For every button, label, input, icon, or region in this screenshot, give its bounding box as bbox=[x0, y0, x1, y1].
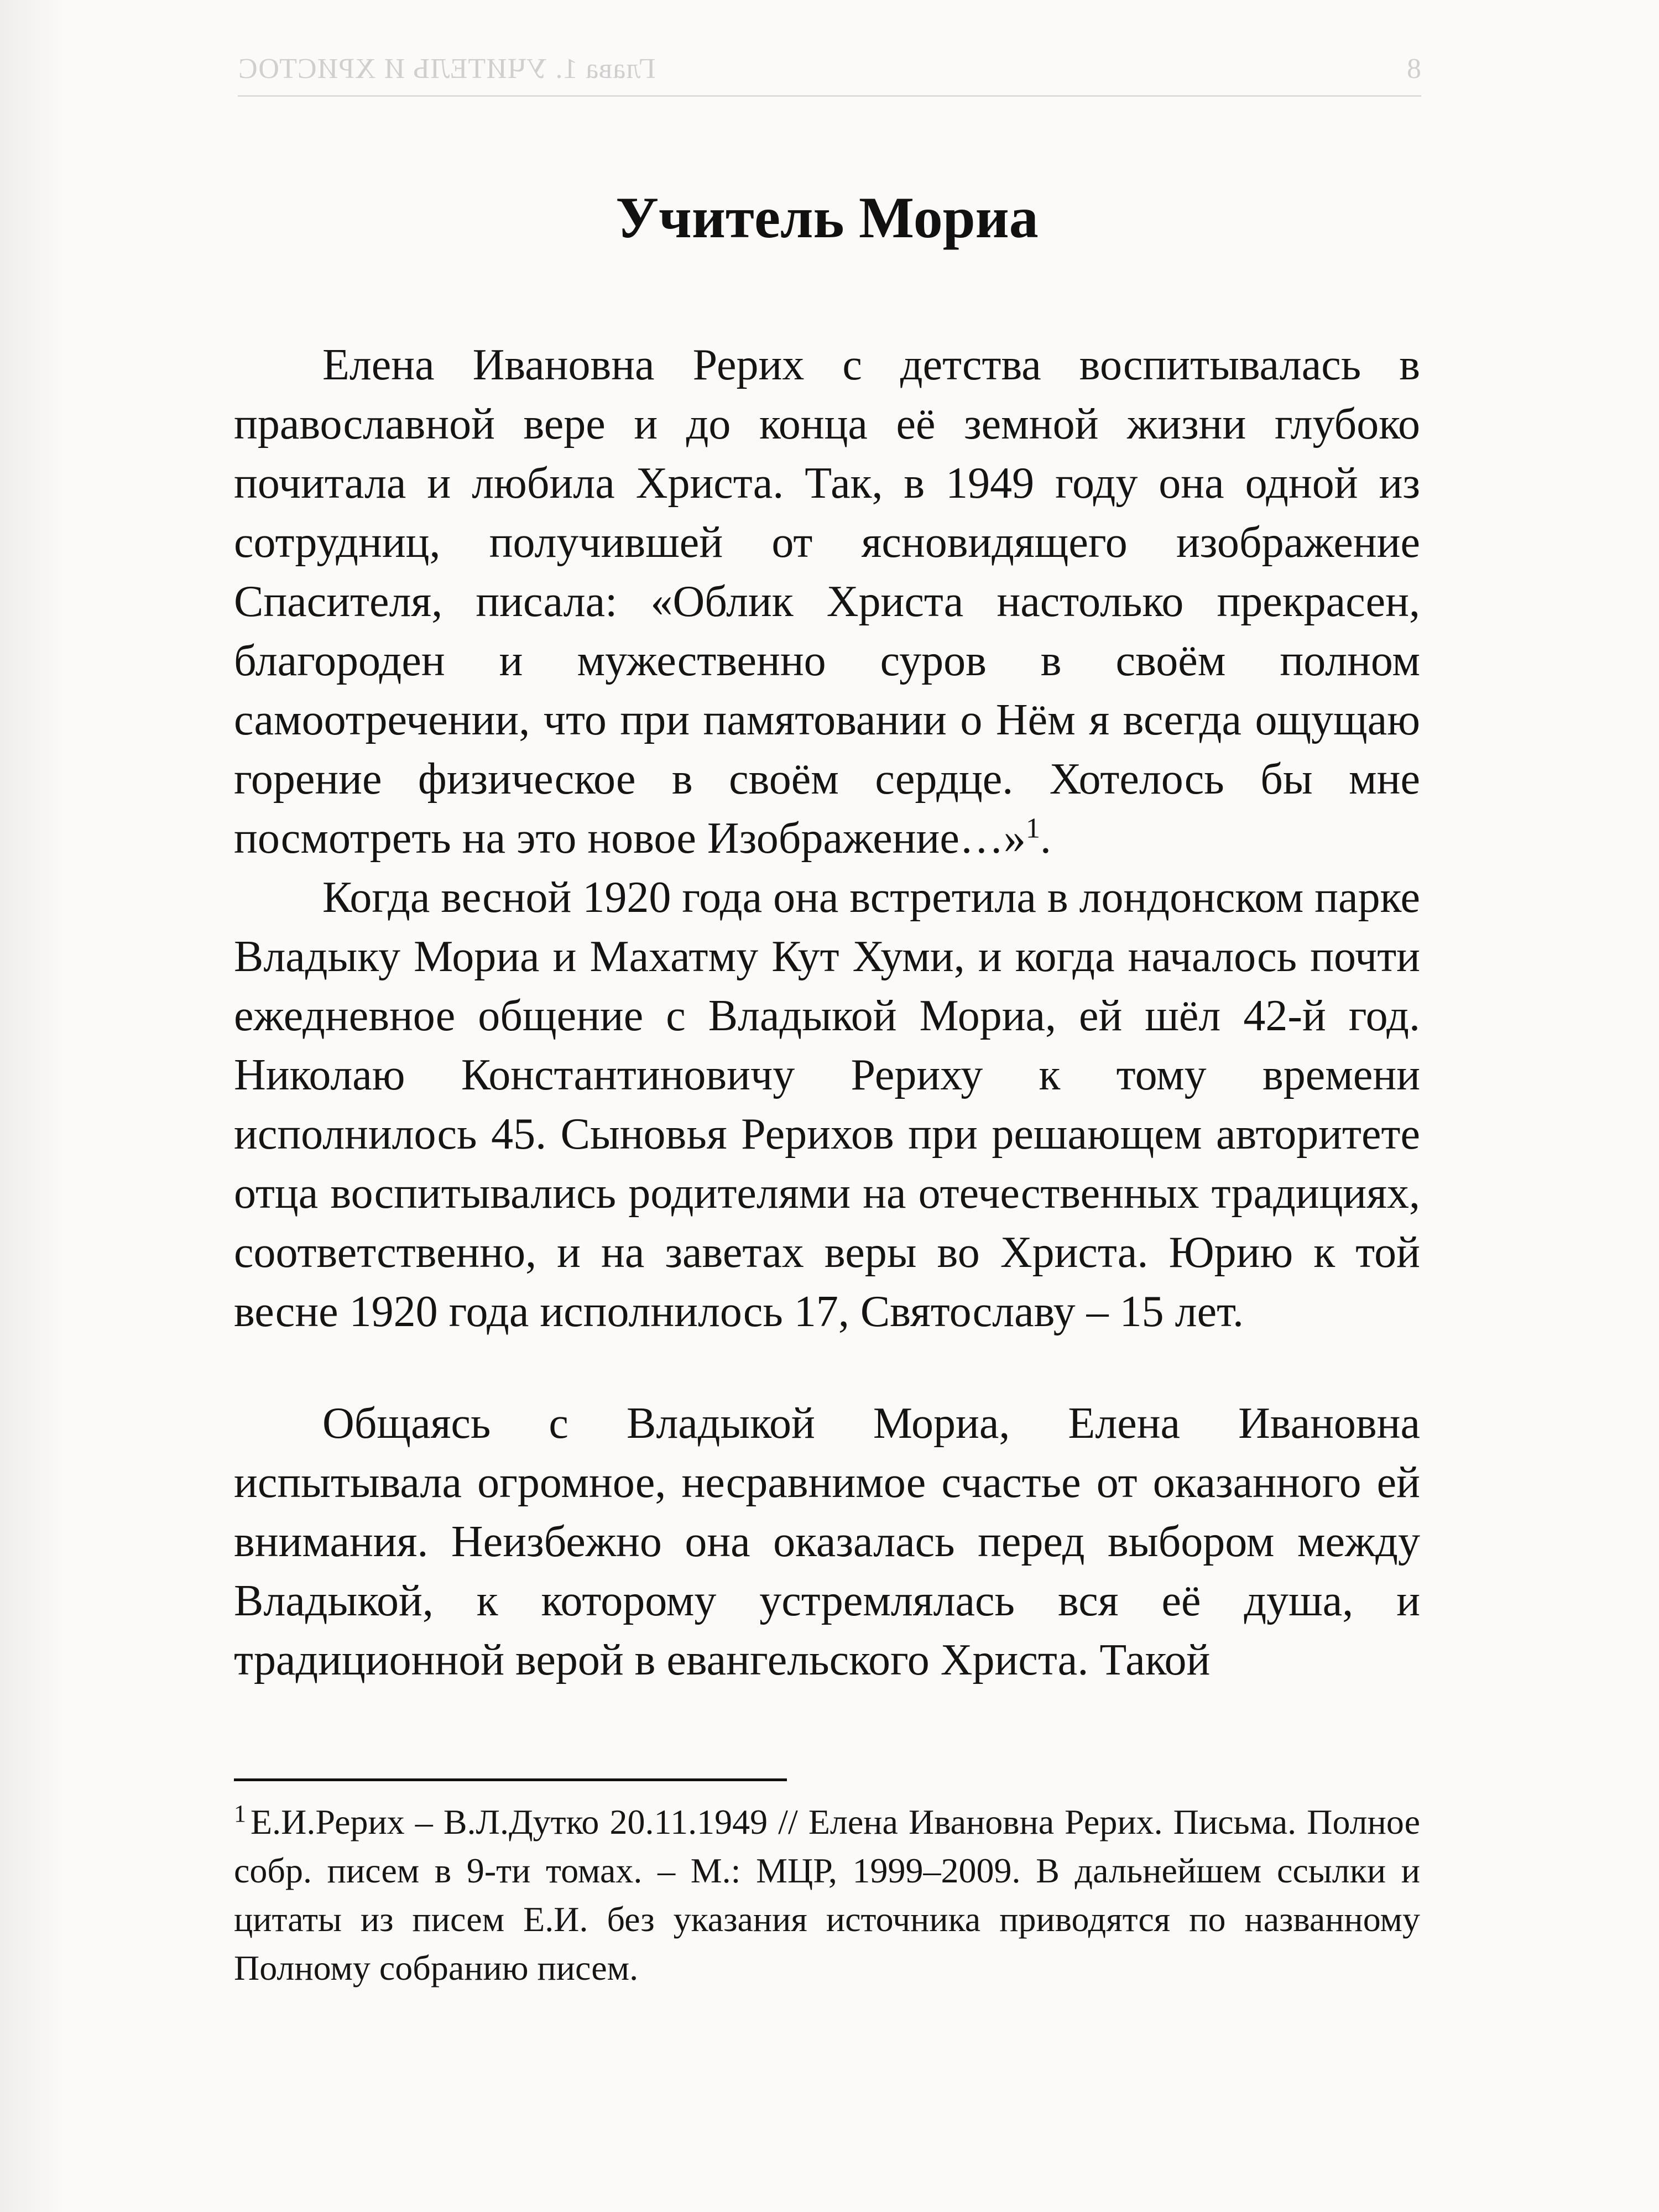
chapter-title: Учитель Мориа bbox=[615, 185, 1039, 250]
paragraph-3: Общаясь с Владыкой Мориа, Елена Ивановна испытывала огромное, несравнимое счастье от оказанного ей внимания. Неизбежно она оказалась перед выбором между Владыкой, к которому устремлялась вся её душа, и традиционной верой в евангельского Христа. Такой bbox=[234, 1399, 1420, 1685]
footnote-ref-1[interactable]: 1 bbox=[1025, 812, 1040, 844]
running-header-bleedthrough bbox=[238, 53, 1421, 97]
paragraph-2: Когда весной 1920 года она встретила в лондонском парке Владыку Мориа и Махатму Кут Хуми, и когда началось почти ежедневное общение с Владыкой Мориа, ей шёл 42-й год. Николаю Константиновичу Рериху к тому времени исполнилось 45. Сыновья Рерихов при решающем авторитете отца воспитывались родителями на отечественных традициях, соответственно, и на заветах веры во Христа. Юрию к той весне 1920 года исполнилось 17, Святославу – 15 лет. bbox=[234, 873, 1420, 1337]
page-number: 8 bbox=[1407, 53, 1421, 85]
paragraph-1-text: Елена Ивановна Рерих с детства воспитывалась в православной вере и до конца её земной жизни глубоко почитала и любила Христа. Так, в 1949 году она одной из сотрудниц, получившей от ясновидящего изображение Спасителя, писала: «Облик Христа настолько прекрасен, благороден и мужественно суров в своём полном самоотречении, что при памятовании о Нём я всегда ощущаю горение физическое в своём сердце. Хотелось бы мне посмотреть на это новое Изображение…» bbox=[234, 341, 1420, 863]
footnote-divider bbox=[234, 1778, 787, 1781]
body-text bbox=[234, 336, 1420, 1690]
paragraph-1 bbox=[234, 336, 1420, 868]
footnote-number: 1 bbox=[234, 1799, 246, 1827]
page-content bbox=[234, 182, 1420, 1992]
paragraph-1-tail: . bbox=[1040, 814, 1051, 863]
footnote-1 bbox=[234, 1798, 1420, 1992]
page-edge-shadow bbox=[0, 0, 66, 2212]
footnote-text: Е.И.Рерих – В.Л.Дутко 20.11.1949 // Елена Ивановна Рерих. Письма. Полное собр. писем в 9-ти томах. – М.: МЦР, 1999–2009. В дальнейшем ссылки и цитаты из писем Е.И. без указания источника приводятся по названному Полному собранию писем. bbox=[234, 1802, 1420, 1988]
running-header-text: Глава 1. УЧИТЕЛЬ И ХРИСТОС bbox=[238, 53, 656, 85]
